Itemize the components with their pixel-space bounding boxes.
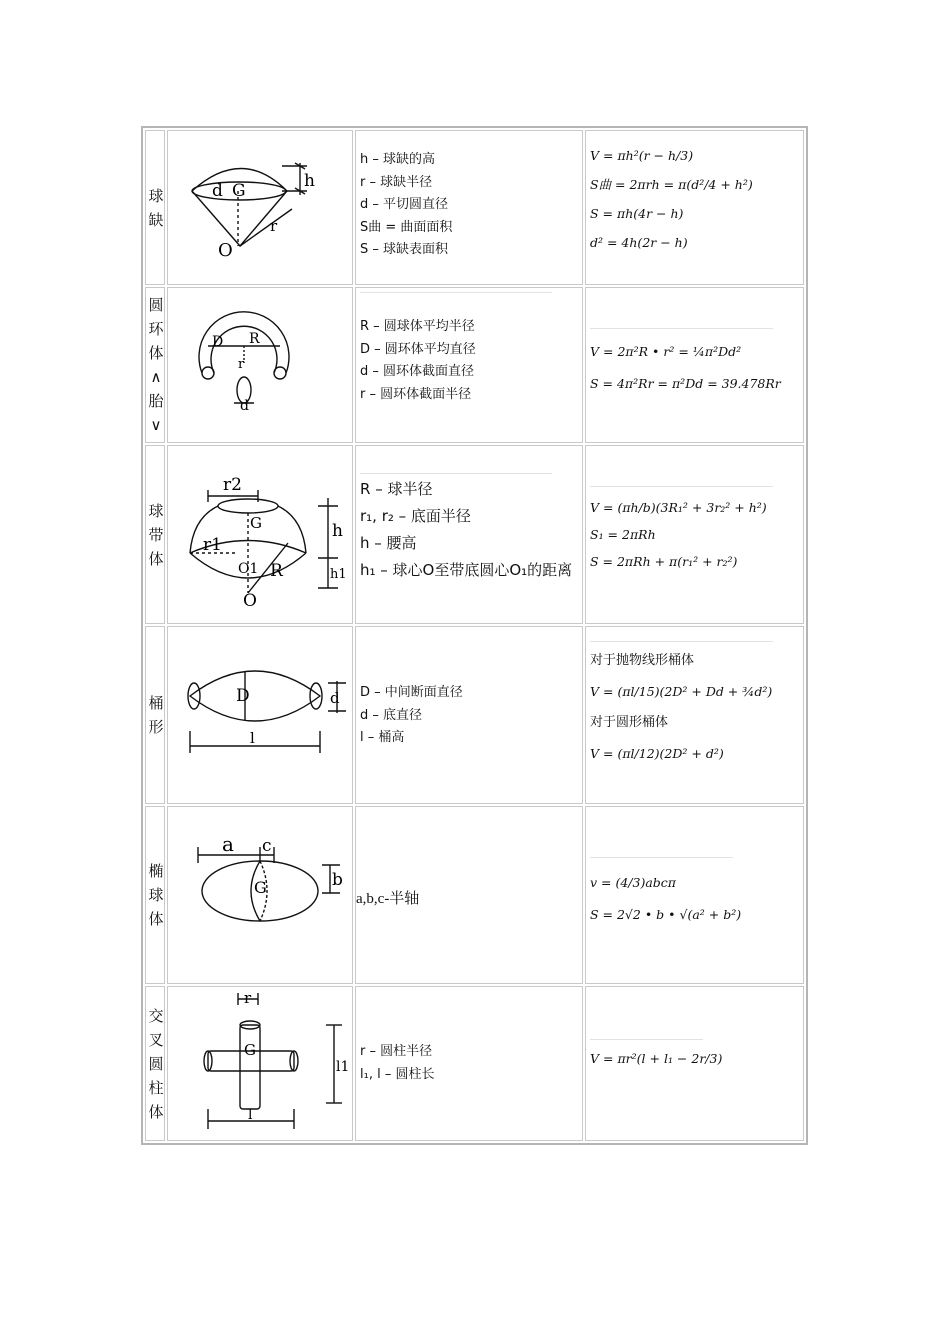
formula-item: d² = 4h(2r − h) bbox=[590, 235, 688, 250]
formula-item: S = 2√2 • b • √(a² + b²) bbox=[590, 907, 742, 922]
figure-cell bbox=[167, 287, 353, 443]
definition-item: h – 球缺的高 bbox=[360, 152, 436, 167]
divider bbox=[360, 473, 552, 474]
svg-text:r2: r2 bbox=[223, 475, 242, 495]
definition-item: S – 球缺表面积 bbox=[360, 242, 449, 257]
svg-text:r1: r1 bbox=[203, 535, 222, 555]
svg-text:R: R bbox=[270, 561, 283, 581]
torus-figure bbox=[194, 298, 304, 418]
definition-item: h₁ – 球心O至带底圆心O₁的距离 bbox=[360, 561, 573, 579]
svg-text:O: O bbox=[243, 591, 257, 611]
formula-cell bbox=[585, 626, 804, 804]
svg-text:r: r bbox=[238, 357, 245, 372]
formula-cell bbox=[585, 445, 804, 624]
definition-cell bbox=[355, 626, 583, 804]
figure-cell bbox=[167, 626, 353, 804]
barrel-figure bbox=[180, 661, 350, 761]
formula-item: S = 2πRh + π(r₁² + r₂²) bbox=[590, 554, 738, 569]
formula-cell bbox=[585, 806, 804, 984]
shape-name-cell bbox=[145, 130, 165, 285]
divider bbox=[590, 328, 773, 329]
shape-name-cell bbox=[145, 445, 165, 624]
shape-name: 椭 球 体 bbox=[148, 862, 164, 928]
table-row-ellipsoid bbox=[143, 806, 806, 984]
definition-item: l – 桶高 bbox=[360, 730, 405, 745]
formula-item: v = (4/3)abcπ bbox=[590, 875, 677, 890]
formula-item: S₁ = 2πRh bbox=[590, 527, 656, 542]
svg-text:c: c bbox=[262, 836, 272, 856]
formula-item: V = 2π²R • r² = ¼π²Dd² bbox=[590, 344, 742, 359]
definition-item: D – 中间断面直径 bbox=[360, 685, 463, 700]
definition-item: D – 圆环体平均直径 bbox=[360, 341, 476, 357]
svg-text:h: h bbox=[332, 521, 343, 541]
svg-text:r: r bbox=[270, 217, 278, 235]
definition-cell bbox=[355, 806, 583, 984]
definition-item: r – 球缺半径 bbox=[360, 174, 433, 190]
formula-item: S = πh(4r − h) bbox=[590, 206, 684, 221]
svg-text:G: G bbox=[244, 1041, 256, 1059]
shape-name: 桶 形 bbox=[148, 694, 164, 736]
definition-list bbox=[360, 682, 463, 750]
svg-text:R: R bbox=[249, 331, 260, 347]
spherical-cap-figure bbox=[182, 151, 332, 261]
geometry-formula-table bbox=[141, 126, 808, 1145]
figure-cell bbox=[167, 130, 353, 285]
svg-text:a: a bbox=[222, 832, 234, 856]
definition-item: d – 平切圆直径 bbox=[360, 197, 449, 212]
cross-cylinder-figure bbox=[184, 989, 350, 1139]
formula-item: V = (πl/15)(2D² + Dd + ¾d²) bbox=[590, 684, 773, 699]
figure-cell bbox=[167, 806, 353, 984]
formula-item: V = (πh/b)(3R₁² + 3r₂² + h²) bbox=[590, 500, 767, 515]
definition-list bbox=[360, 149, 452, 262]
definition-cell bbox=[355, 986, 583, 1141]
svg-text:G: G bbox=[254, 878, 267, 897]
divider bbox=[590, 1039, 703, 1040]
definition-item: r – 圆环体截面半径 bbox=[360, 386, 472, 402]
formula-list bbox=[590, 141, 753, 257]
svg-text:r: r bbox=[244, 989, 252, 1007]
formula-item: S曲 = 2πrh = π(d²/4 + h²) bbox=[590, 177, 753, 192]
shape-name: 球 带 体 bbox=[148, 501, 164, 568]
definition-item: r – 圆柱半径 bbox=[360, 1044, 433, 1059]
table-row-spherical-zone bbox=[143, 445, 806, 624]
shape-name: 球 缺 bbox=[148, 186, 164, 229]
definition-list bbox=[360, 1041, 434, 1086]
divider bbox=[590, 486, 773, 487]
formula-list bbox=[590, 867, 741, 931]
formula-list bbox=[590, 645, 772, 769]
svg-text:l: l bbox=[250, 729, 255, 747]
formula-cell bbox=[585, 287, 804, 443]
definition-item: h – 腰高 bbox=[360, 534, 417, 552]
table-row-cross-cylinder bbox=[143, 986, 806, 1141]
svg-text:l: l bbox=[248, 1107, 253, 1123]
formula-item: S = 4π²Rr = π²Dd = 39.478Rr bbox=[590, 376, 781, 391]
formula-item: V = πh²(r − h/3) bbox=[590, 148, 694, 163]
svg-text:h: h bbox=[304, 171, 315, 191]
formula-caption: 对于圆形桶体 bbox=[590, 715, 669, 730]
svg-text:d: d bbox=[212, 181, 223, 201]
formula-list bbox=[590, 1047, 722, 1070]
table-row-torus bbox=[143, 287, 806, 443]
svg-text:d: d bbox=[330, 689, 340, 707]
definition-item: r₁, r₂ – 底面半径 bbox=[360, 507, 471, 525]
definition-cell bbox=[355, 445, 583, 624]
shape-name-cell bbox=[145, 626, 165, 804]
svg-text:O: O bbox=[218, 240, 233, 261]
svg-text:d: d bbox=[240, 398, 249, 414]
table-row-barrel bbox=[143, 626, 806, 804]
shape-name-cell bbox=[145, 806, 165, 984]
spherical-zone-figure bbox=[178, 458, 348, 611]
definition-item: a,b,c-半轴 bbox=[356, 891, 420, 907]
definition-cell bbox=[355, 130, 583, 285]
formula-cell bbox=[585, 986, 804, 1141]
ellipsoid-figure bbox=[182, 832, 352, 945]
definition-item: R – 球半径 bbox=[360, 480, 433, 498]
shape-name: 交 叉 圆 柱 体 bbox=[148, 1006, 164, 1121]
divider bbox=[590, 641, 773, 642]
figure-cell bbox=[167, 445, 353, 624]
shape-name-cell bbox=[145, 986, 165, 1141]
svg-text:D: D bbox=[212, 334, 224, 350]
definition-item: d – 圆环体截面直径 bbox=[360, 364, 475, 379]
formula-cell bbox=[585, 130, 804, 285]
definition-item: d – 底直径 bbox=[360, 707, 423, 723]
shape-name-cell bbox=[145, 287, 165, 443]
divider bbox=[590, 857, 733, 858]
formula-list bbox=[590, 336, 781, 400]
divider bbox=[360, 292, 552, 293]
svg-text:O1: O1 bbox=[238, 561, 259, 577]
formula-list bbox=[590, 494, 767, 575]
formula-item: V = (πl/12)(2D² + d²) bbox=[590, 746, 724, 761]
svg-text:l1: l1 bbox=[336, 1059, 350, 1075]
definition-list bbox=[360, 316, 476, 406]
table-row-spherical-cap bbox=[143, 130, 806, 285]
formula-caption: 对于抛物线形桶体 bbox=[590, 653, 695, 668]
definition-cell bbox=[355, 287, 583, 443]
svg-text:G: G bbox=[250, 514, 262, 532]
figure-cell bbox=[167, 986, 353, 1141]
definition-item: S曲 = 曲面面积 bbox=[360, 219, 453, 235]
definition-item: R – 圆球体平均半径 bbox=[360, 319, 475, 334]
svg-text:G: G bbox=[232, 181, 246, 201]
definition-item: l₁, l – 圆柱长 bbox=[360, 1066, 435, 1082]
formula-item: V = πr²(l + l₁ − 2r/3) bbox=[590, 1051, 723, 1066]
shape-name: 圆 环 体 ∧ 胎 ∨ bbox=[148, 296, 164, 434]
svg-text:b: b bbox=[332, 870, 343, 890]
definition-list bbox=[360, 476, 572, 584]
svg-text:D: D bbox=[236, 686, 250, 706]
svg-text:h1: h1 bbox=[330, 567, 347, 582]
